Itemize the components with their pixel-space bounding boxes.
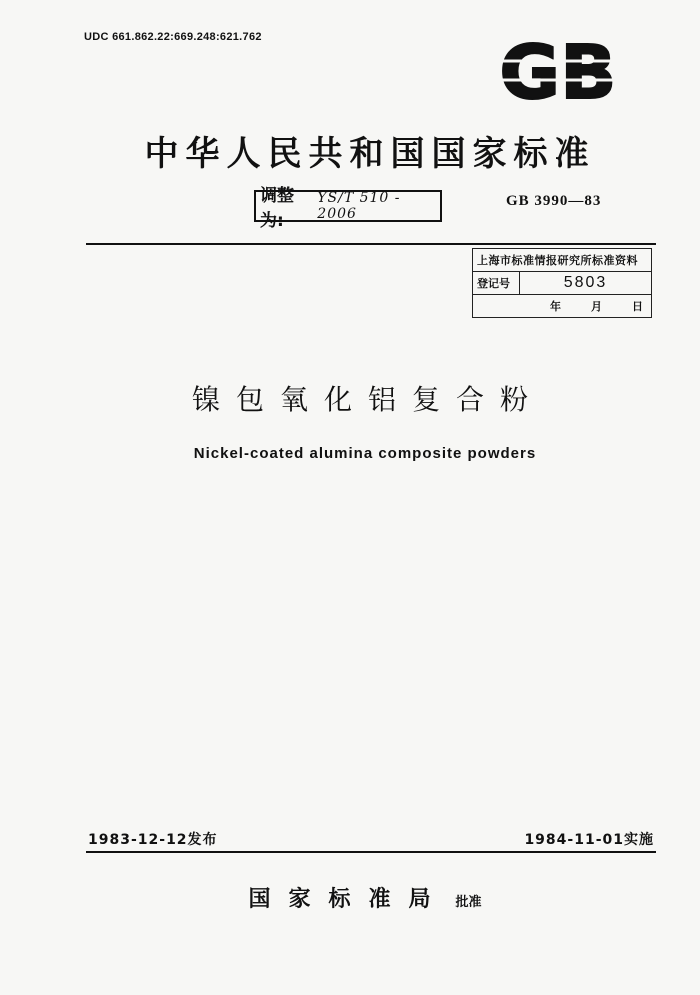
stamp-registration-row <box>473 272 651 295</box>
udc-classification: UDC 661.862.22:669.248:621.762 <box>84 31 262 43</box>
stamp-institute: 上海市标准情报研究所标准资料 <box>473 249 651 272</box>
bottom-divider <box>86 851 656 853</box>
issuer-organization: 国家标准局 <box>248 887 449 912</box>
stamp-day-label: 日 <box>632 300 643 313</box>
registration-stamp <box>472 248 652 318</box>
adjustment-box <box>254 186 442 231</box>
stamp-date-row <box>473 295 651 317</box>
issue-date: 1983-12-12发布 <box>88 832 218 848</box>
issuer-approval: 批准 <box>455 895 482 910</box>
adjustment-label: 调整为: <box>260 186 294 231</box>
product-name-en: Nickel-coated alumina composite powders <box>193 445 537 462</box>
issuer-block <box>0 882 700 913</box>
document-title: 中华人民共和国国家标准 <box>144 134 596 174</box>
product-name-cn: 镍包氧化铝复合粉 <box>191 383 544 416</box>
standard-number: GB 3990—83 <box>506 193 602 209</box>
stamp-reg-number: 5803 <box>563 274 608 291</box>
implementation-date: 1984-11-01实施 <box>524 832 654 848</box>
stamp-reg-label: 登记号 <box>473 272 520 294</box>
adjustment-value: YS/T 510 - 2006 <box>317 190 401 222</box>
top-divider <box>86 243 656 245</box>
stamp-month-label: 月 <box>591 300 602 313</box>
gb-logo-text: GB <box>499 35 617 107</box>
stamp-year-label: 年 <box>550 300 561 313</box>
gb-logo <box>488 35 628 107</box>
